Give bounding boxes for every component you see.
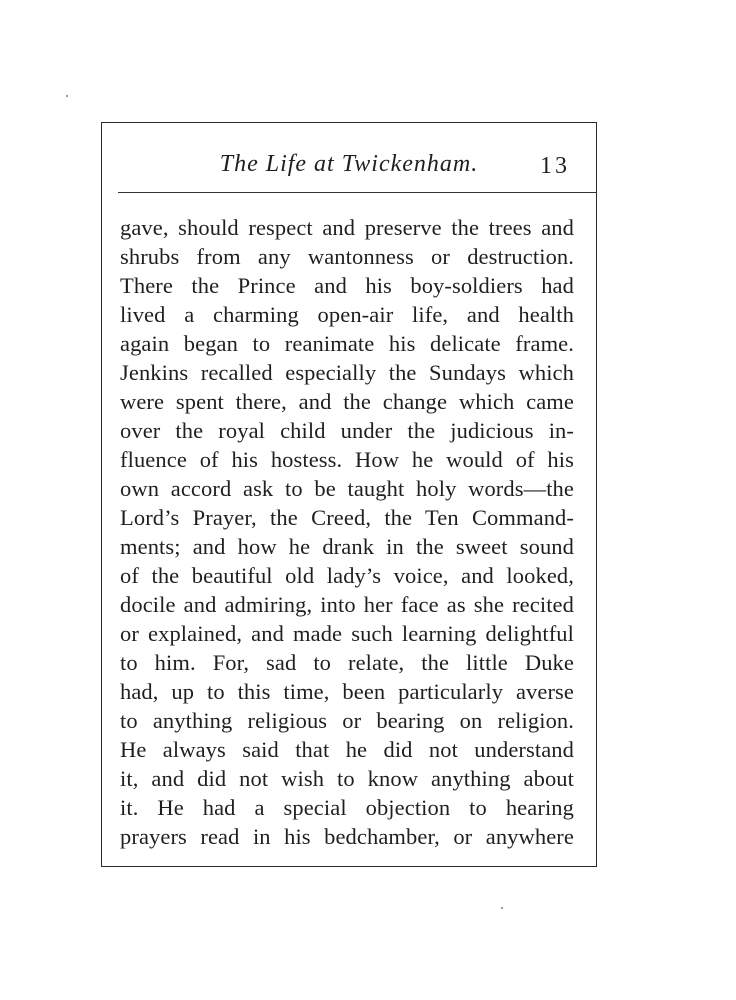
body-text xyxy=(120,213,574,851)
text-line: Jenkins recalled especially the Sundays which xyxy=(120,360,574,385)
text-line: There the Prince and his boy-soldiers had xyxy=(120,273,574,298)
text-line: had, up to this time, been particularly averse xyxy=(120,679,574,704)
text-line: it. He had a special objection to hearing xyxy=(120,795,574,820)
text-line: it, and did not wish to know anything about xyxy=(120,766,574,791)
text-line: over the royal child under the judicious in- xyxy=(120,418,574,443)
page-frame xyxy=(101,122,597,867)
text-line: Lord’s Prayer, the Creed, the Ten Command- xyxy=(120,505,574,530)
text-line: ments; and how he drank in the sweet sound xyxy=(120,534,574,559)
text-line: gave, should respect and preserve the trees and xyxy=(120,215,574,240)
text-line: were spent there, and the change which came xyxy=(120,389,574,414)
paper-speck xyxy=(66,95,68,97)
text-line: shrubs from any wantonness or destruction. xyxy=(120,244,574,269)
text-line: of the beautiful old lady’s voice, and looked, xyxy=(120,563,574,588)
paper-speck xyxy=(501,907,503,909)
text-line: to him. For, sad to relate, the little Duke xyxy=(120,650,574,675)
header-rule xyxy=(118,192,596,193)
text-line: prayers read in his bedchamber, or anywhere xyxy=(120,824,574,849)
text-line: lived a charming open-air life, and health xyxy=(120,302,574,327)
page-number: 13 xyxy=(540,153,570,179)
text-line: or explained, and made such learning delightful xyxy=(120,621,574,646)
text-line: fluence of his hostess. How he would of his xyxy=(120,447,574,472)
text-line: to anything religious or bearing on religion. xyxy=(120,708,574,733)
text-line: docile and admiring, into her face as she recited xyxy=(120,592,574,617)
running-head xyxy=(102,149,596,183)
text-line: own accord ask to be taught holy words—the xyxy=(120,476,574,501)
running-title: The Life at Twickenham. xyxy=(219,151,479,177)
text-line: He always said that he did not understand xyxy=(120,737,574,762)
text-line: again began to reanimate his delicate frame. xyxy=(120,331,574,356)
